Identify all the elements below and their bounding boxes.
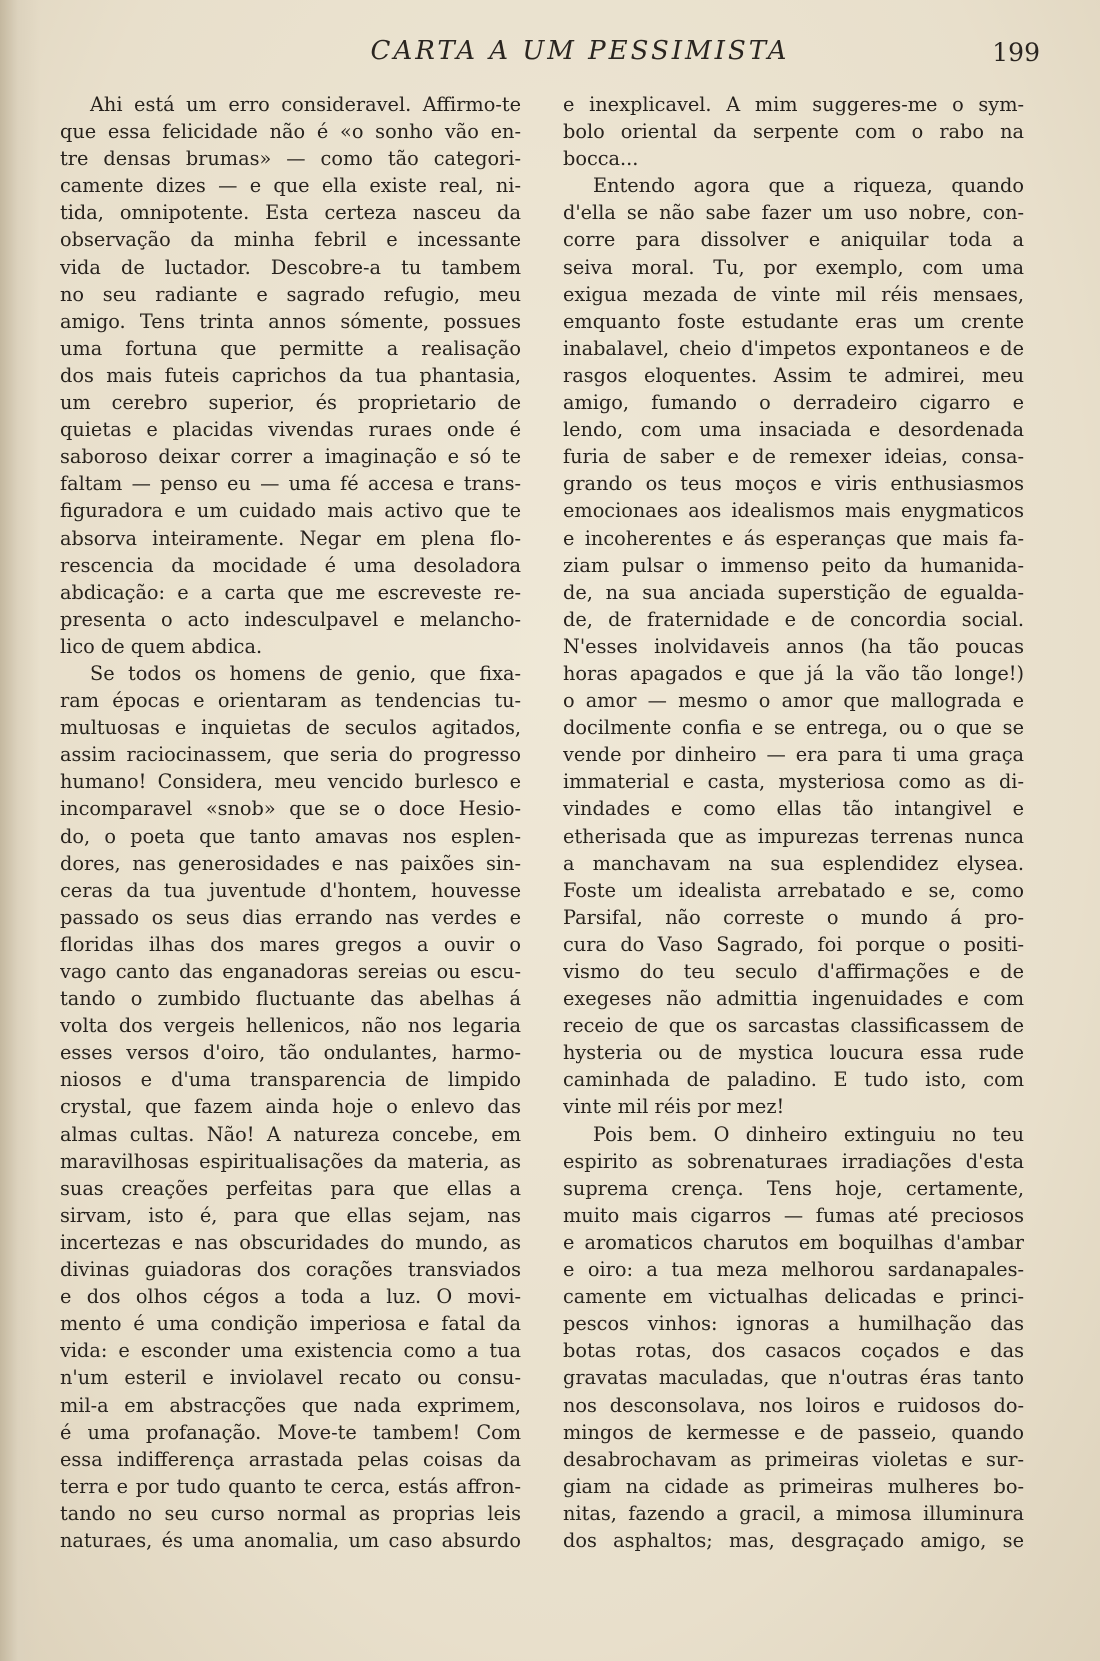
left-column-text-line: almas cultas. Não! A natureza concebe, em <box>60 1122 521 1146</box>
left-column-text-line: vago canto das enganadoras sereias ou escu- <box>60 960 521 983</box>
right-column-text-line: espirito as sobrenaturaes irradiações d'esta <box>563 1149 1024 1173</box>
right-column-text-line: exigua mezada de vinte mil réis mensaes, <box>563 282 1024 306</box>
running-title: CARTA A UM PESSIMISTA <box>370 36 790 66</box>
left-column-text-line: sirvam, isto é, para que ellas sejam, nas <box>60 1203 521 1227</box>
left-column-text-line: multuosas e inquietas de seculos agitados, <box>60 716 521 740</box>
left-column-text-line: do, o poeta que tanto amavas nos esplen- <box>60 824 521 848</box>
right-text-column <box>563 91 1024 1554</box>
right-column-text-line: bolo oriental da serpente com o rabo na <box>563 120 1024 144</box>
right-column-text-line: seiva moral. Tu, por exemplo, com uma <box>563 255 1024 279</box>
left-column-text-line: volta dos vergeis hellenicos, não nos legaria <box>60 1014 521 1038</box>
left-column-text-line: dores, nas generosidades e nas paixões sin- <box>60 851 521 875</box>
right-column-text-line: desabrochavam as primeiras violetas e sur- <box>563 1447 1024 1471</box>
right-column-text-line: de, de fraternidade e de concordia social. <box>563 607 1024 631</box>
right-column-text-line: mingos de kermesse e de passeio, quando <box>563 1420 1024 1444</box>
left-column-text-line: rescencia da mocidade é uma desoladora <box>60 553 521 577</box>
page-number: 199 <box>992 38 1040 67</box>
right-column-text-line: emocionaes aos idealismos mais enygmaticos <box>563 499 1024 523</box>
right-column-text-line: immaterial e casta, mysteriosa como as di- <box>563 770 1024 794</box>
right-column-text-line: receio de que os sarcastas classificassem de <box>563 1014 1024 1038</box>
running-head <box>60 32 1040 76</box>
left-column-text-line: esses versos d'oiro, tão ondulantes, harmo- <box>60 1041 521 1065</box>
right-column-text-line: camente em victualhas delicadas e princi- <box>563 1285 1024 1309</box>
left-column-text-line: crystal, que fazem ainda hoje o enlevo das <box>60 1095 521 1119</box>
right-column-text-line: emquanto foste estudante eras um crente <box>563 309 1024 333</box>
right-column-text-line: horas apagados e que já la vão tão longe!) <box>563 661 1024 685</box>
left-column-text-line: um cerebro superior, és proprietario de <box>60 391 521 415</box>
left-column-text-line: amigo. Tens trinta annos sómente, possues <box>60 309 521 333</box>
right-column-text-line: suprema crença. Tens hoje, certamente, <box>563 1176 1024 1200</box>
right-column-text-line: muito mais cigarros — fumas até preciosos <box>563 1203 1024 1227</box>
right-column-text-line: e inexplicavel. A mim suggeres-me o sym- <box>563 93 1024 116</box>
left-column-text-line: n'um esteril e inviolavel recato ou consu- <box>60 1366 521 1390</box>
left-column-text-line: essa indifferença arrastada pelas coisas da <box>60 1447 521 1471</box>
right-column-text-line: o amor — mesmo o amor que mallograda e <box>563 689 1024 713</box>
right-column-text-line: rasgos eloquentes. Assim te admirei, meu <box>563 363 1024 387</box>
right-column-text-line: grando os teus moços e viris enthusiasmos <box>563 472 1024 496</box>
left-column-text-line: lico de quem abdica. <box>60 634 263 658</box>
right-column-text-line: Foste um idealista arrebatado e se, como <box>563 878 1024 902</box>
right-column-text-line: ziam pulsar o immenso peito da humanida- <box>563 553 1024 577</box>
left-column-text-line: tre densas brumas» — como tão categori- <box>60 147 521 171</box>
right-column-text-line: Pois bem. O dinheiro extinguiu no teu <box>593 1122 1024 1146</box>
right-column-text-line: amigo, fumando o derradeiro cigarro e <box>563 391 1024 415</box>
left-column-text-line: quietas e placidas vivendas ruraes onde é <box>60 418 521 442</box>
left-column-text-line: mil-a em abstracções que nada exprimem, <box>60 1393 521 1417</box>
left-column-text-line: naturaes, és uma anomalia, um caso absurdo <box>60 1528 521 1552</box>
left-column-text-line: saboroso deixar correr a imaginação e só te <box>60 445 521 469</box>
right-column-text-line: caminhada de paladino. E tudo isto, com <box>563 1068 1024 1092</box>
right-column-text-line: exegeses não admittia ingenuidades e com <box>563 987 1024 1011</box>
right-column-text-line: gravatas maculadas, que n'outras éras tanto <box>563 1366 1024 1390</box>
left-column-text-line: floridas ilhas dos mares gregos a ouvir o <box>60 932 521 956</box>
right-column-text-line: d'ella se não sabe fazer um uso nobre, con- <box>563 201 1024 225</box>
left-column-text-line: tando o zumbido fluctuante das abelhas á <box>60 987 521 1011</box>
right-column-text-line: nitas, fazendo a gracil, a mimosa illuminura <box>563 1501 1024 1525</box>
left-column-text-line: passado os seus dias errando nas verdes e <box>60 905 521 929</box>
left-text-column <box>60 91 521 1554</box>
right-column-text-line: hysteria ou de mystica loucura essa rude <box>563 1041 1024 1065</box>
left-column-text-line: maravilhosas espiritualisações da materia, as <box>60 1149 521 1173</box>
right-column-text-line: vende por dinheiro — era para ti uma graça <box>563 743 1024 767</box>
left-column-text-line: niosos e d'uma transparencia de limpido <box>60 1068 521 1092</box>
left-column-text-line: e dos olhos cégos a toda a luz. O movi- <box>60 1285 521 1309</box>
right-column-text-line: Entendo agora que a riqueza, quando <box>593 174 1024 198</box>
left-column-text-line: mento é uma condição imperiosa e fatal da <box>60 1312 521 1336</box>
right-column-text-line: giam na cidade as primeiras mulheres bo- <box>563 1474 1024 1498</box>
right-column-text-line: Parsifal, não correste o mundo á pro- <box>563 905 1024 929</box>
right-column-text-line: e aromaticos charutos em boquilhas d'ambar <box>563 1230 1024 1254</box>
right-column-text-line: docilmente confia e se entrega, ou o que se <box>563 716 1024 740</box>
right-column-text-line: nos desconsolava, nos loiros e ruidosos do- <box>563 1393 1024 1417</box>
left-column-text-line: Ahi está um erro consideravel. Affirmo-te <box>90 93 521 116</box>
left-column-text-line: assim raciocinassem, que seria do progresso <box>60 743 521 767</box>
left-column-text-line: humano! Considera, meu vencido burlesco e <box>60 770 521 794</box>
right-column-text-line: e oiro: a tua meza melhorou sardanapales- <box>563 1258 1024 1282</box>
left-column-text-line: é uma profanação. Move-te tambem! Com <box>60 1420 521 1444</box>
left-column-text-line: presenta o acto indesculpavel e melancho- <box>60 607 521 631</box>
left-column-text-line: tando no seu curso normal as proprias leis <box>60 1501 521 1525</box>
right-column-text-line: dos asphaltos; mas, desgraçado amigo, se <box>563 1528 1024 1552</box>
left-column-text-line: observação da minha febril e incessante <box>60 228 521 252</box>
right-column-text-line: botas rotas, dos casacos coçados e das <box>563 1339 1024 1363</box>
right-column-text-line: e incoherentes e ás esperanças que mais fa- <box>563 526 1024 550</box>
right-column-text-line: vindades e como ellas tão intangivel e <box>563 797 1024 821</box>
right-column-text-line: N'esses inolvidaveis annos (ha tão poucas <box>563 634 1024 658</box>
right-column-text-line: pescos vinhos: ignoras a humilhação das <box>563 1312 1024 1336</box>
right-column-text-line: de, na sua anciada superstição de egualda- <box>563 580 1024 604</box>
left-column-text-line: vida: e esconder uma existencia como a tua <box>60 1339 521 1363</box>
left-column-text-line: dos mais futeis caprichos da tua phantasia, <box>60 363 521 387</box>
left-column-text-line: tida, omnipotente. Esta certeza nasceu da <box>60 201 521 225</box>
left-column-text-line: que essa felicidade não é «o sonho vão en- <box>60 120 521 144</box>
right-column-text-line: vismo do teu seculo d'affirmações e de <box>563 960 1024 983</box>
right-column-text-line: a manchavam na sua esplendidez elysea. <box>563 851 1024 875</box>
left-column-text-line: incomparavel «snob» que se o doce Hesio- <box>60 797 521 821</box>
left-column-text-line: incertezas e nas obscuridades do mundo, as <box>60 1230 521 1254</box>
left-column-text-line: uma fortuna que permitte a realisação <box>60 336 521 360</box>
left-column-text-line: ceras da tua juventude d'hontem, houvesse <box>60 878 521 902</box>
left-column-text-line: absorva inteiramente. Negar em plena flo- <box>60 526 521 550</box>
right-column-text-line: cura do Vaso Sagrado, foi porque o positi- <box>563 932 1024 956</box>
left-column-text-line: ram épocas e orientaram as tendencias tu- <box>60 689 521 713</box>
left-column-text-line: camente dizes — e que ella existe real, ni- <box>60 174 521 198</box>
left-column-text-line: suas creações perfeitas para que ellas a <box>60 1176 521 1200</box>
left-column-text-line: abdicação: e a carta que me escreveste re- <box>60 580 521 604</box>
right-column-text-line: inabalavel, cheio d'impetos expontaneos e de <box>563 336 1024 360</box>
left-column-text-line: no seu radiante e sagrado refugio, meu <box>60 282 521 306</box>
left-column-text-line: Se todos os homens de genio, que fixa- <box>90 661 521 685</box>
right-column-text-line: furia de saber e de remexer ideias, consa- <box>563 445 1024 469</box>
left-column-text-line: vida de luctador. Descobre-a tu tambem <box>60 255 521 279</box>
left-column-text-line: figuradora e um cuidado mais activo que te <box>60 499 521 523</box>
right-column-text-line: etherisada que as impurezas terrenas nunca <box>563 824 1024 848</box>
left-column-text-line: terra e por tudo quanto te cerca, estás affron- <box>60 1474 521 1498</box>
right-column-text-line: vinte mil réis por mez! <box>563 1095 785 1119</box>
right-column-text-line: bocca... <box>563 147 639 171</box>
right-column-text-line: corre para dissolver e aniquilar toda a <box>563 228 1024 252</box>
left-column-text-line: divinas guiadoras dos corações transviados <box>60 1258 521 1282</box>
right-column-text-line: lendo, com uma insaciada e desordenada <box>563 418 1024 442</box>
binding-gutter-shadow <box>0 0 40 1661</box>
left-column-text-line: faltam — penso eu — uma fé accesa e trans- <box>60 472 521 496</box>
